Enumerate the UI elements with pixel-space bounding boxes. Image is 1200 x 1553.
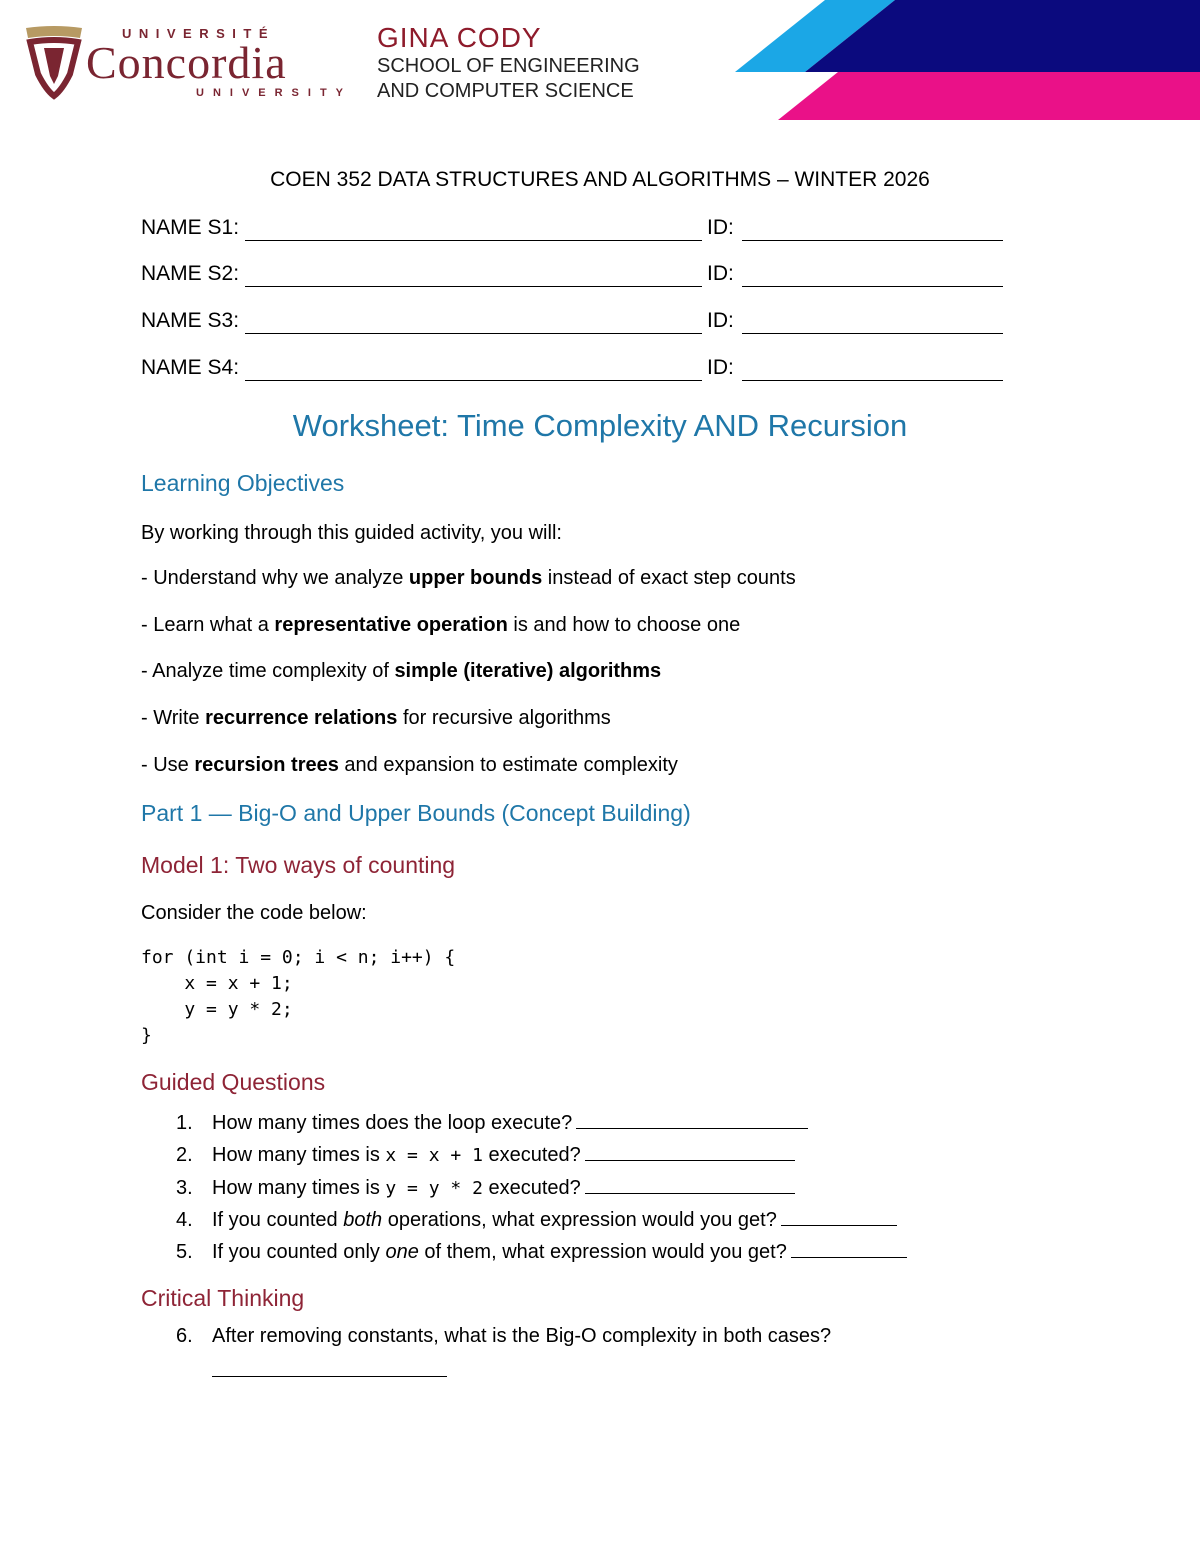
id-field[interactable] xyxy=(742,333,1003,334)
name-field[interactable] xyxy=(245,380,702,381)
objectives-intro: By working through this guided activity, you will: xyxy=(141,522,562,544)
objective-item: - Write recurrence relations for recursive algorithms xyxy=(141,707,611,729)
answer-blank[interactable] xyxy=(585,1175,795,1194)
magenta-parallelogram-shape xyxy=(778,72,1200,120)
name-label: NAME S3: xyxy=(141,309,240,332)
school-line-2: AND COMPUTER SCIENCE xyxy=(377,80,634,102)
course-title: COEN 352 DATA STRUCTURES AND ALGORITHMS – WINTER 2026 xyxy=(270,168,930,191)
critical-thinking-heading: Critical Thinking xyxy=(141,1285,305,1311)
question-1: 1. How many times does the loop execute? xyxy=(176,1110,808,1135)
code-line: y = y * 2; xyxy=(141,999,293,1020)
name-row-s2 xyxy=(141,262,1011,288)
id-label: ID: xyxy=(707,356,734,379)
answer-blank[interactable] xyxy=(576,1110,808,1129)
code-line: } xyxy=(141,1025,152,1046)
concordia-shield-icon xyxy=(24,24,84,100)
answer-blank[interactable] xyxy=(791,1239,907,1258)
id-label: ID: xyxy=(707,216,734,239)
question-3: 3. How many times is y = y * 2 executed? xyxy=(176,1175,795,1200)
learning-objectives-heading: Learning Objectives xyxy=(141,470,345,496)
code-line: for (int i = 0; i < n; i++) { xyxy=(141,947,456,968)
answer-blank[interactable] xyxy=(781,1207,897,1226)
part1-heading: Part 1 — Big-O and Upper Bounds (Concept Building) xyxy=(141,800,691,826)
objective-item: - Analyze time complexity of simple (iterative) algorithms xyxy=(141,660,662,682)
objective-item: - Use recursion trees and expansion to estimate complexity xyxy=(141,754,678,776)
question-5: 5. If you counted only one of them, what expression would you get? xyxy=(176,1239,907,1264)
id-label: ID: xyxy=(707,262,734,285)
worksheet-title: Worksheet: Time Complexity AND Recursion xyxy=(292,408,908,443)
id-field[interactable] xyxy=(742,380,1003,381)
name-field[interactable] xyxy=(245,286,702,287)
id-label: ID: xyxy=(707,309,734,332)
name-field[interactable] xyxy=(245,240,702,241)
school-line-1: SCHOOL OF ENGINEERING xyxy=(377,55,640,77)
code-intro: Consider the code below: xyxy=(141,902,367,924)
name-field[interactable] xyxy=(245,333,702,334)
question-4: 4. If you counted both operations, what expression would you get? xyxy=(176,1207,897,1232)
question-6: 6. After removing constants, what is the Big-O complexity in both cases? xyxy=(176,1325,832,1347)
objective-item: - Understand why we analyze upper bounds instead of exact step counts xyxy=(141,567,796,589)
code-line: x = x + 1; xyxy=(141,973,293,994)
answer-blank[interactable] xyxy=(212,1356,447,1377)
id-field[interactable] xyxy=(742,286,1003,287)
concordia-wordmark: Concordia xyxy=(86,37,287,88)
university-bottom-label: UNIVERSITY xyxy=(196,87,353,99)
guided-questions-heading: Guided Questions xyxy=(141,1069,326,1095)
name-label: NAME S1: xyxy=(141,216,240,239)
name-label: NAME S4: xyxy=(141,356,240,379)
page-header xyxy=(0,0,1200,120)
name-row-s1 xyxy=(141,216,1011,242)
model1-heading: Model 1: Two ways of counting xyxy=(141,852,456,878)
university-top-label: UNIVERSITÉ xyxy=(122,26,276,41)
header-decorative-shapes xyxy=(680,0,1200,120)
name-row-s3 xyxy=(141,309,1011,335)
objective-item: - Learn what a representative operation is and how to choose one xyxy=(141,614,741,636)
id-field[interactable] xyxy=(742,240,1003,241)
name-label: NAME S2: xyxy=(141,262,240,285)
code-block xyxy=(141,945,455,1049)
question-2: 2. How many times is x = x + 1 executed? xyxy=(176,1142,795,1167)
school-name: GINA CODY xyxy=(377,22,542,53)
name-row-s4 xyxy=(141,356,1011,382)
answer-blank[interactable] xyxy=(585,1142,795,1161)
